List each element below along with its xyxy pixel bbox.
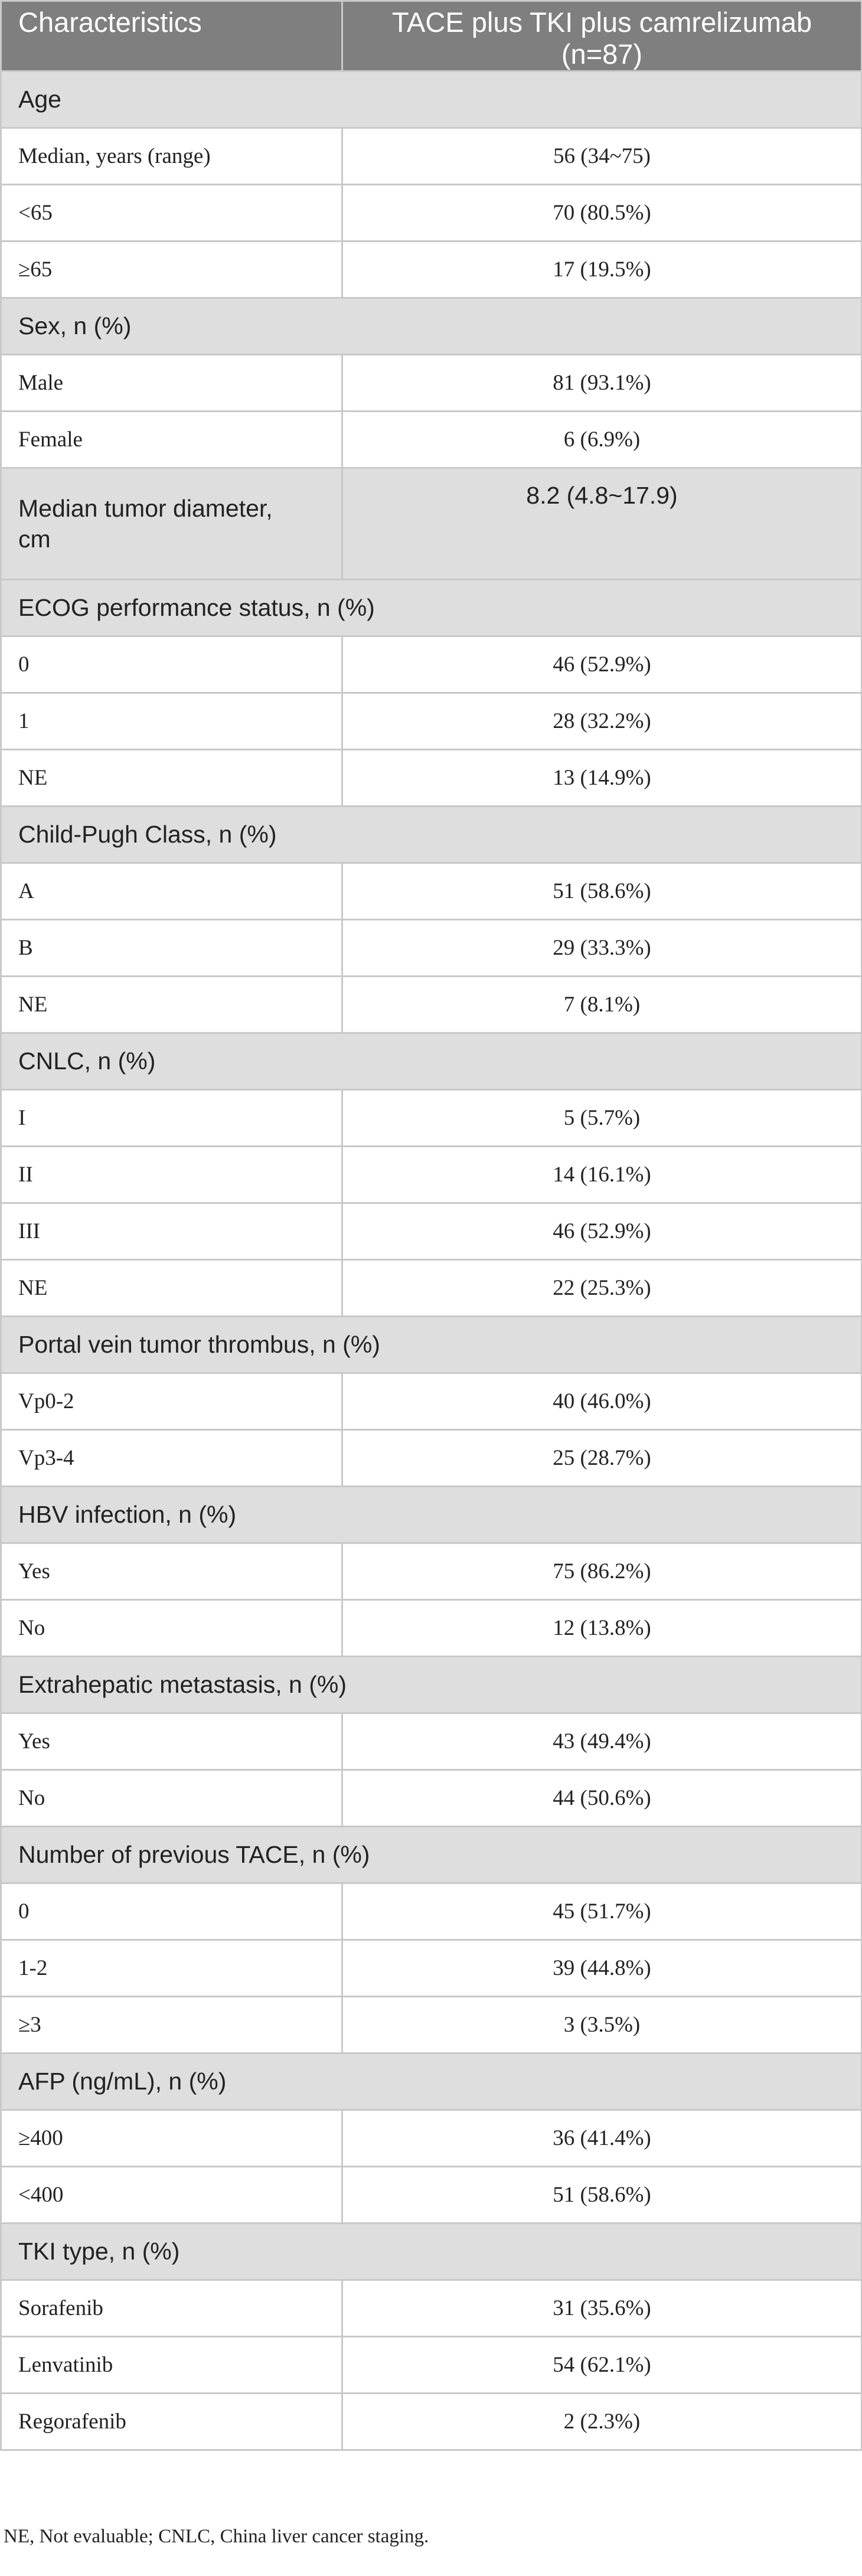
row-value: 5 (5.7%) (342, 1090, 862, 1147)
section-row (1, 2224, 862, 2280)
table-row (1, 412, 862, 468)
table-row (1, 1770, 862, 1827)
section-row (1, 71, 862, 128)
row-label: 1 (1, 693, 342, 750)
row-label: Lenvatinib (1, 2337, 342, 2394)
section-row (1, 298, 862, 355)
section-row (1, 1033, 862, 1090)
row-value: 46 (52.9%) (342, 636, 862, 693)
row-label: Regorafenib (1, 2394, 342, 2450)
row-value: 12 (13.8%) (342, 1600, 862, 1657)
table-row (1, 2110, 862, 2167)
table-row (1, 920, 862, 977)
header-treatment-name: TACE plus TKI plus camrelizumab (391, 6, 812, 38)
row-value: 17 (19.5%) (342, 241, 862, 298)
table-row (1, 1090, 862, 1147)
table-row (1, 1600, 862, 1657)
section-value: 8.2 (4.8~17.9) (342, 468, 862, 580)
table-row (1, 241, 862, 298)
section-row (1, 1657, 862, 1713)
table-row (1, 1430, 862, 1487)
row-label: Sorafenib (1, 2280, 342, 2337)
table-row (1, 128, 862, 185)
section-row (1, 580, 862, 636)
table-row (1, 2337, 862, 2394)
row-label: Female (1, 412, 342, 468)
row-label: II (1, 1147, 342, 1203)
section-label: ECOG performance status, n (%) (1, 580, 862, 636)
row-label: Vp3-4 (1, 1430, 342, 1487)
row-label: Male (1, 355, 342, 412)
header-sample-size: (n=87) (561, 38, 643, 70)
table-body (1, 71, 862, 2450)
table-row (1, 355, 862, 412)
row-value: 46 (52.9%) (342, 1203, 862, 1260)
section-label: Sex, n (%) (1, 298, 862, 355)
table-row (1, 1997, 862, 2053)
table-row (1, 863, 862, 920)
table-row (1, 1940, 862, 1997)
section-label (1, 468, 342, 580)
row-value: 44 (50.6%) (342, 1770, 862, 1827)
row-value: 22 (25.3%) (342, 1260, 862, 1317)
row-value: 51 (58.6%) (342, 863, 862, 920)
row-label: Vp0-2 (1, 1373, 342, 1430)
section-label: AFP (ng/mL), n (%) (1, 2053, 862, 2110)
row-value: 2 (2.3%) (342, 2394, 862, 2450)
section-label: Age (1, 71, 862, 128)
row-value: 45 (51.7%) (342, 1883, 862, 1940)
row-label: No (1, 1600, 342, 1657)
row-label: Median, years (range) (1, 128, 342, 185)
row-label: <65 (1, 185, 342, 241)
table-row (1, 636, 862, 693)
row-value: 31 (35.6%) (342, 2280, 862, 2337)
row-value: 36 (41.4%) (342, 2110, 862, 2167)
row-value: 40 (46.0%) (342, 1373, 862, 1430)
row-label: III (1, 1203, 342, 1260)
table-row (1, 1260, 862, 1317)
section-row (1, 1827, 862, 1883)
section-label: TKI type, n (%) (1, 2224, 862, 2280)
row-value: 28 (32.2%) (342, 693, 862, 750)
row-value: 56 (34~75) (342, 128, 862, 185)
row-label: ≥3 (1, 1997, 342, 2053)
row-value: 39 (44.8%) (342, 1940, 862, 1997)
row-value: 75 (86.2%) (342, 1543, 862, 1600)
section-row (1, 807, 862, 863)
table-row (1, 1373, 862, 1430)
table-row (1, 750, 862, 807)
row-label: Yes (1, 1713, 342, 1770)
row-value: 81 (93.1%) (342, 355, 862, 412)
row-label: ≥65 (1, 241, 342, 298)
section-row (1, 1317, 862, 1373)
row-value: 3 (3.5%) (342, 1997, 862, 2053)
row-label: B (1, 920, 342, 977)
table-row (1, 2394, 862, 2450)
section-row (1, 1487, 862, 1543)
row-label: A (1, 863, 342, 920)
row-label: ≥400 (1, 2110, 342, 2167)
row-label: 0 (1, 636, 342, 693)
table-row (1, 1203, 862, 1260)
row-label: No (1, 1770, 342, 1827)
row-label: NE (1, 750, 342, 807)
header-treatment-group (342, 1, 862, 71)
table-footnote: NE, Not evaluable; CNLC, China liver cancer staging. (4, 2526, 429, 2547)
row-value: 14 (16.1%) (342, 1147, 862, 1203)
row-value: 54 (62.1%) (342, 2337, 862, 2394)
table-row (1, 185, 862, 241)
table-row (1, 2167, 862, 2224)
section-label: Child-Pugh Class, n (%) (1, 807, 862, 863)
row-value: 29 (33.3%) (342, 920, 862, 977)
table-row (1, 1713, 862, 1770)
row-value: 25 (28.7%) (342, 1430, 862, 1487)
table-header-row (1, 1, 862, 71)
row-label: NE (1, 1260, 342, 1317)
section-label: Extrahepatic metastasis, n (%) (1, 1657, 862, 1713)
section-label: Number of previous TACE, n (%) (1, 1827, 862, 1883)
table-row (1, 1147, 862, 1203)
table-row (1, 2280, 862, 2337)
section-label: CNLC, n (%) (1, 1033, 862, 1090)
section-label: HBV infection, n (%) (1, 1487, 862, 1543)
row-value: 13 (14.9%) (342, 750, 862, 807)
section-row (1, 468, 862, 580)
section-label-line: Median tumor diameter, (18, 495, 273, 522)
table-row (1, 977, 862, 1033)
table-row (1, 693, 862, 750)
row-label: 1-2 (1, 1940, 342, 1997)
row-label: Yes (1, 1543, 342, 1600)
row-value: 51 (58.6%) (342, 2167, 862, 2224)
row-value: 70 (80.5%) (342, 185, 862, 241)
section-label-line: cm (18, 525, 51, 553)
table-row (1, 1883, 862, 1940)
table-row (1, 1543, 862, 1600)
row-value: 7 (8.1%) (342, 977, 862, 1033)
row-label: I (1, 1090, 342, 1147)
row-label: NE (1, 977, 342, 1033)
section-row (1, 2053, 862, 2110)
header-characteristics: Characteristics (1, 1, 342, 71)
section-label: Portal vein tumor thrombus, n (%) (1, 1317, 862, 1373)
row-value: 43 (49.4%) (342, 1713, 862, 1770)
row-label: 0 (1, 1883, 342, 1940)
row-value: 6 (6.9%) (342, 412, 862, 468)
row-label: <400 (1, 2167, 342, 2224)
